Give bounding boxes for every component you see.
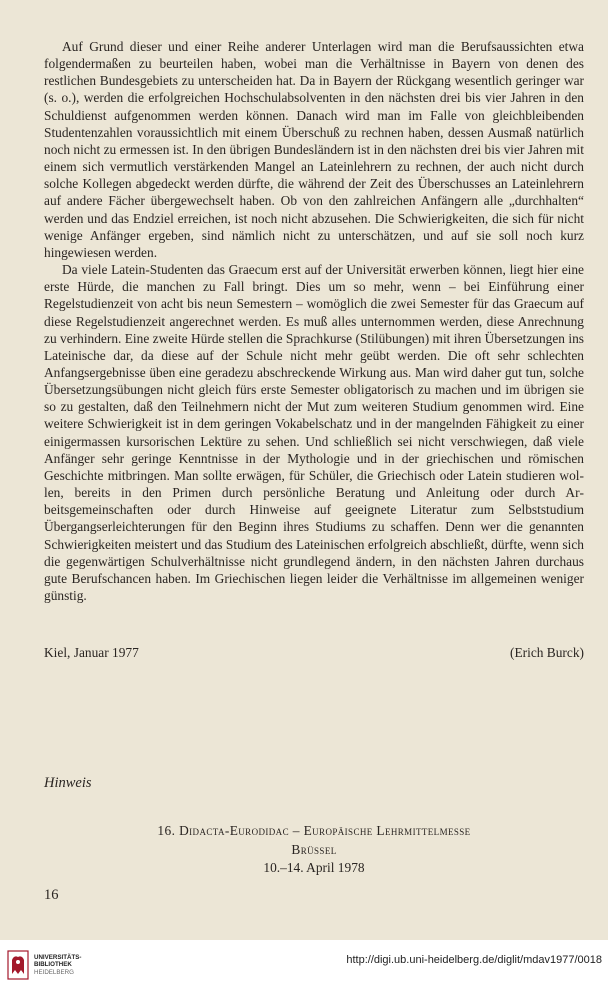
event-city: Brüssel xyxy=(291,841,337,857)
paragraph-2: Da viele Latein-Studenten das Graecum erst auf der Universität erwerben können, liegt hier eine erste Hürde, die manchen zu Fall bringt. Dies um so mehr, wenn – bei Einführung einer Regelstudienzeit von acht bis neun Semestern – womöglich die zwei Semester für das Graecum auf diese Regelstudienzeit angerechnet werden. Es muß alles unternommen werden, diese Anrechnung zu verhindern. Eine zweite Hürde stellen die Sprachkurse (Stilübungen) mit ihren Übersetzungen ins Lateinische dar, da diese auf der Schule nicht mehr geübt werden. Die oft sehr schlechten Anfangsergebnisse üben eine geradezu abschreckende Wirkung aus. Man wird daher gut tun, solche Übersetzungsübungen nicht gleich fürs erste Semester obligatorisch zu machen und im übrigen sie so zu gestalten, daß den Teilnehmern nicht der Mut zum weiteren Studium genommen wird. Eine weitere Schwierigkeit ist in dem geringen Vokabelschatz und in der mangelnden Fähigkeit zu einer einigermassen kursorischen Lektüre zu sehen. Und schließlich sei nicht verschwiegen, daß viele Anfänger sehr geringe Kenntnisse in der Mythologie und in der griechischen und römischen Geschichte mitbringen. Man sollte erwägen, für Schüler, die Griechisch oder Latein studieren wollen, bereits in den Primen durch persönliche Beratung und Anleitung oder durch Arbeitsgemeinschaften oder durch Hinweise auf geeignete Literatur zum Selbststudium Übergangserleichterungen für den Beginn ihres Studiums zu schaffen. Denn wer die genannten Schwierigkeiten meistert und das Studium des Lateinischen erfolgreich abschließt, dürfte, wenn sich die gegenwärtigen Schulverhältnisse nicht grundlegend ändern, in den nächsten Jahren durchaus gute Berufschancen haben. Im Griechischen liegen leider die Verhältnisse im allgemeinen weniger günstig. xyxy=(44,262,584,603)
event-title: 16. Didacta-Eurodidac – Europäische Lehrmittelmesse xyxy=(157,823,471,838)
signature-line xyxy=(44,644,584,661)
library-name: UNIVERSITÄTS- BIBLIOTHEK HEIDELBERG xyxy=(34,954,82,976)
source-url-link[interactable]: http://digi.ub.uni-heidelberg.de/diglit/mdav1977/0018 xyxy=(346,954,602,966)
hinweis-heading: Hinweis xyxy=(44,775,92,791)
place-date: Kiel, Januar 1977 xyxy=(44,645,139,660)
event-dates: 10.–14. April 1978 xyxy=(263,860,365,875)
article-body xyxy=(44,38,584,604)
author-name: (Erich Burck) xyxy=(510,645,584,660)
library-logo[interactable] xyxy=(7,950,81,980)
paragraph-1: Auf Grund dieser und einer Reihe anderer Unterlagen wird man die Berufsaussichten etwa folgendermaßen zu beurteilen haben, wobei man die Verhältnisse in Bayern von denen des restlichen Bundesgebiets zu unterscheiden hat. Da in Bayern der Rückgang wesentlich geringer war (s. o.), werden die erfolgreichen Hochschulabsolventen in den nächsten drei bis vier Jahren in den Schuldienst aufgenommen werden können. Danach wird man im Falle von gleichbleibenden Studentenzahlen voraussichtlich mit einem Überschuß zu rechnen haben, dessen Ausmaß natürlich noch nicht zu ermessen ist. In den übrigen Bundesländern ist in den nächsten drei bis vier Jahren mit einem sich vermutlich verstärkenden Mangel an Lateinlehrern zu rechnen, der auch nicht durch solche Kollegen abgedeckt werden dürfte, die während der Zeit des Überschusses an Lateinlehrern auf andere Fächer übergewechselt haben. Ob von den zahlreichen Anfängern alle „durchhalten“ werden und das Endziel erreichen, ist noch nicht abzusehen. Die Schwierigkeiten, die sich für nicht wenige Anfänger ergeben, sind nämlich nicht zu unterschätzen, und auf sie soll noch kurz hingewiesen werden. xyxy=(44,39,584,260)
page-number: 16 xyxy=(44,887,59,903)
heidelberg-lion-icon xyxy=(7,950,29,980)
event-notice xyxy=(44,822,584,878)
viewer-footer xyxy=(0,940,608,990)
